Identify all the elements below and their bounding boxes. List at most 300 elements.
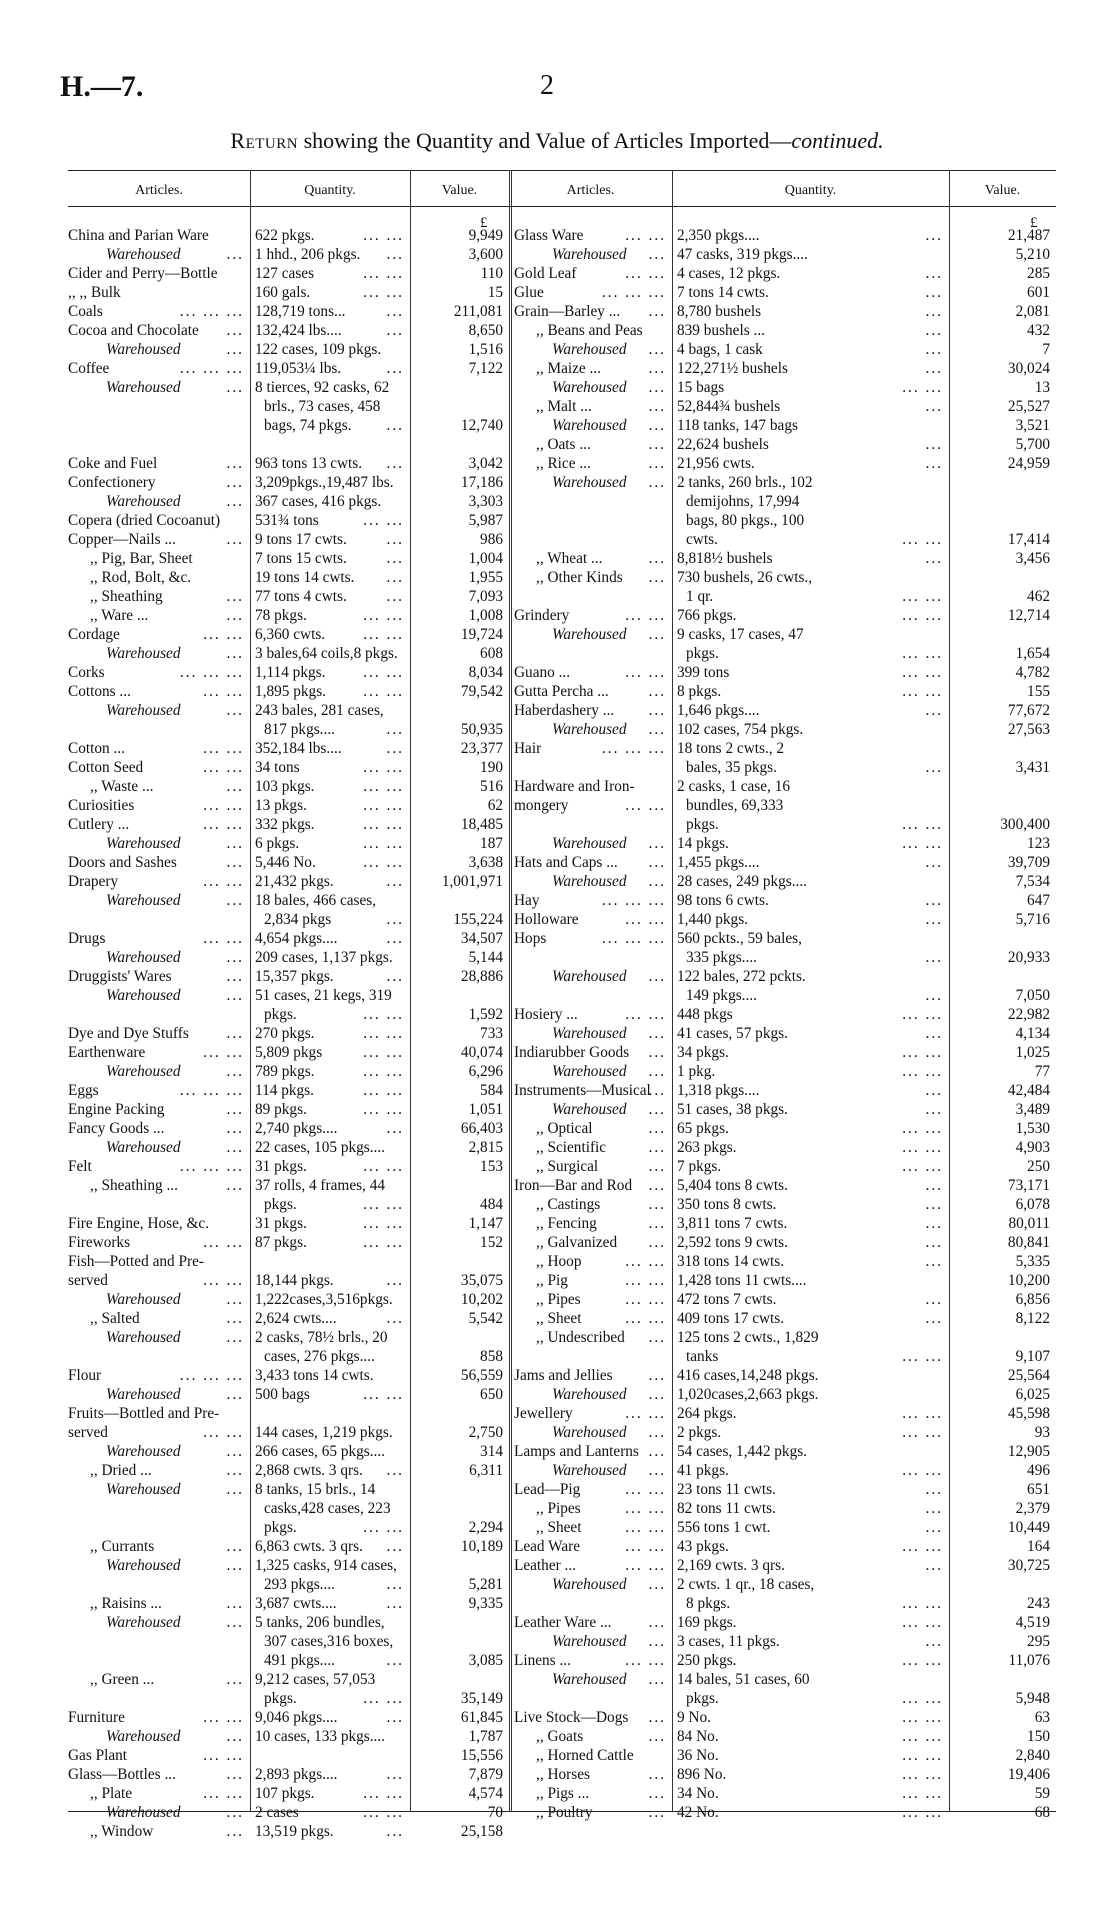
right-quantity-row: [674, 834, 947, 853]
article-name: Warehoused: [106, 341, 181, 358]
left-quantity-row: [252, 1518, 408, 1537]
left-article-row: [68, 872, 248, 891]
right-quantity-row: [674, 1651, 947, 1670]
right-value-row: [951, 1062, 1054, 1081]
left-article-row: [68, 1613, 248, 1632]
right-quantity-row: [674, 606, 947, 625]
quantity-text: 270 pkgs.: [255, 1025, 315, 1042]
right-value-row: [951, 1328, 1054, 1347]
right-value-row: [951, 511, 1054, 530]
leader-dots: ... ...: [363, 1804, 404, 1821]
right-value-row: [951, 644, 1054, 663]
right-quantity-row: [674, 815, 947, 834]
left-quantity-row: [252, 568, 408, 587]
right-value-row: [951, 1537, 1054, 1556]
article-name: ,, Castings: [536, 1196, 601, 1213]
article-name: ,, Horned Cattle: [536, 1747, 634, 1764]
leader-dots: ...: [386, 1120, 404, 1137]
article-name: ,, Sheathing: [90, 588, 163, 605]
leader-dots: ...: [925, 303, 943, 320]
quantity-text: 263 pkgs.: [677, 1139, 737, 1156]
left-value-row: [412, 1138, 507, 1157]
quantity-text: 1 hhd., 206 pkgs.: [255, 246, 361, 263]
quantity-text: 293 pkgs....: [264, 1576, 335, 1593]
left-value-row: [412, 435, 507, 454]
rule-header: [68, 206, 1056, 207]
left-article-row: [68, 1423, 248, 1442]
leader-dots: ... ...: [625, 1310, 666, 1327]
left-quantity-row: [252, 986, 408, 1005]
article-name: Warehoused: [552, 1025, 627, 1042]
quantity-text: 2,740 pkgs....: [255, 1120, 338, 1137]
article-name: Warehoused: [106, 1063, 181, 1080]
quantity-text: pkgs.: [264, 1519, 297, 1536]
right-quantity-row: [674, 416, 947, 435]
left-value-row: [412, 1385, 507, 1404]
quantity-text: 243 bales, 281 cases,: [255, 702, 384, 719]
article-name: Instruments—Musical: [514, 1082, 651, 1099]
value-amount: 601: [1027, 284, 1050, 301]
leader-dots: ...: [925, 911, 943, 928]
article-name: Warehoused: [106, 493, 181, 510]
leader-dots: ...: [648, 474, 666, 491]
leader-dots: ... ...: [203, 816, 244, 833]
left-article-row: [68, 891, 248, 910]
value-amount: 80,011: [1008, 1215, 1050, 1232]
left-value-row: [412, 1366, 507, 1385]
article-name: ,, Sheet: [536, 1310, 582, 1327]
leader-dots: ...: [648, 1614, 666, 1631]
left-value-row: [412, 701, 507, 720]
quantity-text: 7 tons 15 cwts.: [255, 550, 347, 567]
leader-dots: ...: [648, 341, 666, 358]
left-quantity-row: [252, 435, 408, 454]
right-value-row: [951, 340, 1054, 359]
quantity-text: pkgs.: [264, 1196, 297, 1213]
right-article-row: [514, 796, 670, 815]
left-value-row: [412, 720, 507, 739]
right-article-row: [514, 1005, 670, 1024]
right-value-row: [951, 1366, 1054, 1385]
leader-dots: ... ...: [363, 626, 404, 643]
leader-dots: ...: [386, 569, 404, 586]
rule-left-articles: [250, 170, 251, 1812]
quantity-text: 896 No.: [677, 1766, 727, 1783]
leader-dots: ...: [226, 1329, 244, 1346]
left-article-row: [68, 644, 248, 663]
leader-dots: ...: [226, 607, 244, 624]
left-article-row: [68, 473, 248, 492]
right-article-row: [514, 1746, 670, 1765]
leader-dots: ... ... ...: [601, 892, 666, 909]
article-name: Haberdashery ...: [514, 702, 615, 719]
left-quantity-row: [252, 549, 408, 568]
right-article-row: [514, 378, 670, 397]
left-quantity-row: [252, 1746, 408, 1765]
quantity-text: 9 tons 17 cwts.: [255, 531, 347, 548]
value-amount: 4,574: [468, 1785, 503, 1802]
value-amount: 23,377: [460, 740, 503, 757]
quantity-text: 2,893 pkgs....: [255, 1766, 338, 1783]
leader-dots: ...: [386, 303, 404, 320]
left-value-row: [412, 1518, 507, 1537]
leader-dots: ...: [648, 455, 666, 472]
article-name: Drapery: [68, 873, 119, 890]
right-value-row: [951, 1119, 1054, 1138]
right-quantity-row: [674, 511, 947, 530]
right-value-row: [951, 986, 1054, 1005]
left-quantity-row: [252, 492, 408, 511]
left-value-row: [412, 1556, 507, 1575]
quantity-text: cwts.: [686, 531, 718, 548]
quantity-text: 2,834 pkgs: [264, 911, 332, 928]
value-amount: 110: [480, 265, 503, 282]
right-quantity-row: [674, 1233, 947, 1252]
left-value-row: [412, 682, 507, 701]
right-article-row: [514, 682, 670, 701]
value-amount: 17,414: [1007, 531, 1050, 548]
value-amount: 190: [480, 759, 503, 776]
rule-right-articles: [672, 170, 673, 1812]
leader-dots: ... ...: [902, 1120, 943, 1137]
quantity-text: 31 pkgs.: [255, 1158, 307, 1175]
leader-dots: ...: [648, 1082, 666, 1099]
right-article-row: [514, 815, 670, 834]
leader-dots: ...: [648, 1728, 666, 1745]
left-value-row: [412, 1043, 507, 1062]
right-article-row: [514, 1309, 670, 1328]
left-articles-heading: Articles.: [135, 183, 183, 198]
right-article-row: [514, 1366, 670, 1385]
right-value-row: [951, 1632, 1054, 1651]
left-quantity-column: [252, 226, 408, 1841]
right-article-row: [514, 948, 670, 967]
quantity-text: 2 casks, 1 case, 16: [677, 778, 790, 795]
right-quantity-row: [674, 1518, 947, 1537]
left-value-row: [412, 530, 507, 549]
left-article-row: [68, 530, 248, 549]
left-value-row: [412, 1499, 507, 1518]
quantity-text: 350 tons 8 cwts.: [677, 1196, 777, 1213]
leader-dots: ...: [925, 284, 943, 301]
right-article-row: [514, 663, 670, 682]
leader-dots: ... ...: [363, 1158, 404, 1175]
left-value-row: [412, 1765, 507, 1784]
right-quantity-row: [674, 1423, 947, 1442]
right-value-row: [951, 283, 1054, 302]
right-value-row: [951, 1594, 1054, 1613]
article-name: Warehoused: [552, 1633, 627, 1650]
right-quantity-row: [674, 1176, 947, 1195]
left-value-heading: Value.: [441, 183, 478, 198]
right-value-row: [951, 1252, 1054, 1271]
right-article-row: [514, 511, 670, 530]
right-quantity-row: [674, 1214, 947, 1233]
leader-dots: ...: [925, 1253, 943, 1270]
leader-dots: ... ...: [363, 1215, 404, 1232]
leader-dots: ... ... ...: [601, 284, 666, 301]
leader-dots: ... ...: [203, 740, 244, 757]
quantity-text: 51 cases, 21 kegs, 319: [255, 987, 392, 1004]
leader-dots: ... ...: [203, 1747, 244, 1764]
article-name: Warehoused: [106, 246, 181, 263]
right-quantity-row: [674, 1081, 947, 1100]
quantity-text: 4 cases, 12 pkgs.: [677, 265, 781, 282]
value-amount: 40,074: [460, 1044, 503, 1061]
leader-dots: ... ...: [902, 1747, 943, 1764]
left-quantity-row: [252, 1290, 408, 1309]
left-article-row: [68, 1803, 248, 1822]
leader-dots: ... ...: [902, 1044, 943, 1061]
right-value-row: [951, 777, 1054, 796]
value-amount: 1,530: [1015, 1120, 1050, 1137]
article-name: mongery: [514, 797, 569, 814]
quantity-text: 3,209pkgs.,19,487 lbs.: [255, 474, 394, 491]
right-quantity-row: [674, 948, 947, 967]
value-amount: 13: [1034, 379, 1050, 396]
leader-dots: ...: [925, 398, 943, 415]
left-quantity-row: [252, 834, 408, 853]
right-value-row: [951, 1138, 1054, 1157]
left-quantity-row: [252, 1157, 408, 1176]
left-value-row: [412, 1651, 507, 1670]
left-article-row: [68, 264, 248, 283]
right-article-row: [514, 1024, 670, 1043]
right-value-row: [951, 1423, 1054, 1442]
article-name: Gutta Percha ...: [514, 683, 609, 700]
left-article-row: [68, 1670, 248, 1689]
right-value-column: [951, 226, 1054, 1822]
right-value-row: [951, 967, 1054, 986]
article-name: Warehoused: [106, 835, 181, 852]
leader-dots: ... ...: [902, 1652, 943, 1669]
quantity-text: 51 cases, 38 pkgs.: [677, 1101, 788, 1118]
left-article-row: [68, 1233, 248, 1252]
left-value-row: [412, 625, 507, 644]
value-amount: 484: [480, 1196, 503, 1213]
article-name: Cordage: [68, 626, 120, 643]
value-amount: 9,335: [468, 1595, 503, 1612]
article-name: Jewellery: [514, 1405, 573, 1422]
right-quantity-row: [674, 910, 947, 929]
article-name: Fancy Goods ...: [68, 1120, 165, 1137]
value-amount: 77,672: [1007, 702, 1050, 719]
quantity-text: 34 tons: [255, 759, 300, 776]
quantity-text: 399 tons: [677, 664, 730, 681]
article-name: Hats and Caps ...: [514, 854, 618, 871]
leader-dots: ...: [648, 1443, 666, 1460]
right-article-row: [514, 302, 670, 321]
left-quantity-row: [252, 302, 408, 321]
leader-dots: ... ...: [363, 512, 404, 529]
value-amount: 155,224: [453, 911, 503, 928]
quantity-text: 318 tons 14 cwts.: [677, 1253, 785, 1270]
value-amount: 2,815: [468, 1139, 503, 1156]
left-quantity-row: [252, 815, 408, 834]
article-name: Coals: [68, 303, 103, 320]
article-name: ,, Raisins ...: [90, 1595, 162, 1612]
leader-dots: ...: [925, 892, 943, 909]
right-value-row: [951, 1347, 1054, 1366]
leader-dots: ...: [648, 968, 666, 985]
quantity-text: 54 cases, 1,442 pkgs.: [677, 1443, 808, 1460]
leader-dots: ... ...: [203, 626, 244, 643]
article-name: ,, Pig, Bar, Sheet: [90, 550, 193, 567]
value-amount: 432: [1027, 322, 1050, 339]
leader-dots: ...: [648, 417, 666, 434]
leader-dots: ...: [925, 265, 943, 282]
right-value-row: [951, 1442, 1054, 1461]
right-quantity-row: [674, 1575, 947, 1594]
quantity-text: 8 tierces, 92 casks, 62: [255, 379, 390, 396]
left-quantity-row: [252, 1613, 408, 1632]
right-article-row: [514, 720, 670, 739]
right-quantity-row: [674, 1556, 947, 1575]
right-article-row: [514, 1632, 670, 1651]
quantity-text: 7 tons 14 cwts.: [677, 284, 769, 301]
left-quantity-row: [252, 1366, 408, 1385]
left-value-column: [412, 226, 507, 1841]
left-quantity-row: [252, 872, 408, 891]
rule-left-quantity: [410, 170, 411, 1812]
left-article-row: [68, 948, 248, 967]
leader-dots: ...: [648, 436, 666, 453]
leader-dots: ...: [925, 702, 943, 719]
left-quantity-row: [252, 245, 408, 264]
quantity-text: 8,780 bushels: [677, 303, 762, 320]
value-amount: 986: [480, 531, 503, 548]
value-amount: 3,042: [468, 455, 503, 472]
value-amount: 647: [1027, 892, 1050, 909]
right-article-row: [514, 321, 670, 340]
quantity-text: 3 bales,64 coils,8 pkgs.: [255, 645, 398, 662]
leader-dots: ...: [648, 246, 666, 263]
leader-dots: ...: [386, 246, 404, 263]
left-article-row: [68, 1442, 248, 1461]
right-value-row: [951, 245, 1054, 264]
right-article-row: [514, 264, 670, 283]
leader-dots: ...: [925, 1310, 943, 1327]
leader-dots: ... ... ...: [601, 740, 666, 757]
quantity-text: 2 cases: [255, 1804, 299, 1821]
right-value-row: [951, 1024, 1054, 1043]
right-quantity-row: [674, 1613, 947, 1632]
right-quantity-row: [674, 1803, 947, 1822]
leader-dots: ... ...: [363, 1519, 404, 1536]
right-article-row: [514, 1119, 670, 1138]
right-article-row: [514, 1404, 670, 1423]
article-name: Warehoused: [106, 1329, 181, 1346]
left-article-row: [68, 1632, 248, 1651]
value-amount: 4,134: [1015, 1025, 1050, 1042]
right-value-row: [951, 1708, 1054, 1727]
leader-dots: ... ...: [363, 1386, 404, 1403]
quantity-text: 839 bushels ...: [677, 322, 765, 339]
right-quantity-row: [674, 1347, 947, 1366]
article-name: Warehoused: [106, 1481, 181, 1498]
right-value-row: [951, 1100, 1054, 1119]
right-value-row: [951, 1214, 1054, 1233]
right-quantity-row: [674, 264, 947, 283]
quantity-text: 9,046 pkgs....: [255, 1709, 338, 1726]
right-quantity-row: [674, 530, 947, 549]
quantity-text: 730 bushels, 26 cwts.,: [677, 569, 813, 586]
right-article-row: [514, 701, 670, 720]
leader-dots: ...: [226, 1595, 244, 1612]
leader-dots: ... ... ...: [601, 930, 666, 947]
left-article-row: [68, 435, 248, 454]
right-quantity-row: [674, 435, 947, 454]
leader-dots: ...: [925, 322, 943, 339]
right-article-row: [514, 1214, 670, 1233]
left-quantity-row: [252, 530, 408, 549]
leader-dots: ...: [226, 1766, 244, 1783]
right-quantity-row: [674, 1005, 947, 1024]
leader-dots: ...: [226, 1462, 244, 1479]
article-name: China and Parian Ware: [68, 227, 209, 244]
value-amount: 8,122: [1015, 1310, 1050, 1327]
article-name: Holloware: [514, 911, 579, 928]
quantity-text: pkgs.: [686, 645, 719, 662]
right-article-row: [514, 1803, 670, 1822]
right-article-row: [514, 1081, 670, 1100]
article-name: Warehoused: [552, 1386, 627, 1403]
left-value-row: [412, 1746, 507, 1765]
right-quantity-row: [674, 1385, 947, 1404]
article-name: Fruits—Bottled and Pre-: [68, 1405, 220, 1422]
left-article-row: [68, 1100, 248, 1119]
value-amount: 5,210: [1015, 246, 1050, 263]
left-quantity-row: [252, 1727, 408, 1746]
quantity-text: 2 tanks, 260 brls., 102: [677, 474, 813, 491]
left-value-row: [412, 1708, 507, 1727]
right-quantity-row: [674, 1784, 947, 1803]
leader-dots: ... ...: [203, 759, 244, 776]
article-name: Guano ...: [514, 664, 571, 681]
quantity-text: 1 pkg.: [677, 1063, 716, 1080]
value-amount: 2,379: [1015, 1500, 1050, 1517]
right-value-row: [951, 1233, 1054, 1252]
left-quantity-row: [252, 1404, 408, 1423]
right-quantity-row: [674, 1670, 947, 1689]
quantity-text: 10 cases, 133 pkgs....: [255, 1728, 386, 1745]
value-amount: 5,987: [468, 512, 503, 529]
value-amount: 77: [1034, 1063, 1050, 1080]
quantity-text: 4,654 pkgs....: [255, 930, 338, 947]
article-name: Fireworks: [68, 1234, 131, 1251]
right-quantity-row: [674, 1195, 947, 1214]
leader-dots: ...: [226, 474, 244, 491]
leader-dots: ...: [925, 1633, 943, 1650]
value-amount: 6,025: [1015, 1386, 1050, 1403]
value-amount: 12,740: [460, 417, 503, 434]
value-amount: 10,200: [1007, 1272, 1050, 1289]
leader-dots: ...: [226, 246, 244, 263]
right-quantity-row: [674, 1252, 947, 1271]
right-article-row: [514, 454, 670, 473]
leader-dots: ...: [925, 1291, 943, 1308]
article-name: Fish—Potted and Pre-: [68, 1253, 204, 1270]
left-value-row: [412, 1252, 507, 1271]
left-article-row: [68, 606, 248, 625]
value-amount: 2,750: [468, 1424, 503, 1441]
quantity-text: bundles, 69,333: [686, 797, 784, 814]
left-value-row: [412, 1081, 507, 1100]
left-quantity-row: [252, 1765, 408, 1784]
left-articles-column: [68, 226, 248, 1841]
article-name: ,, ,, Bulk: [68, 284, 121, 301]
right-value-row: [951, 1727, 1054, 1746]
